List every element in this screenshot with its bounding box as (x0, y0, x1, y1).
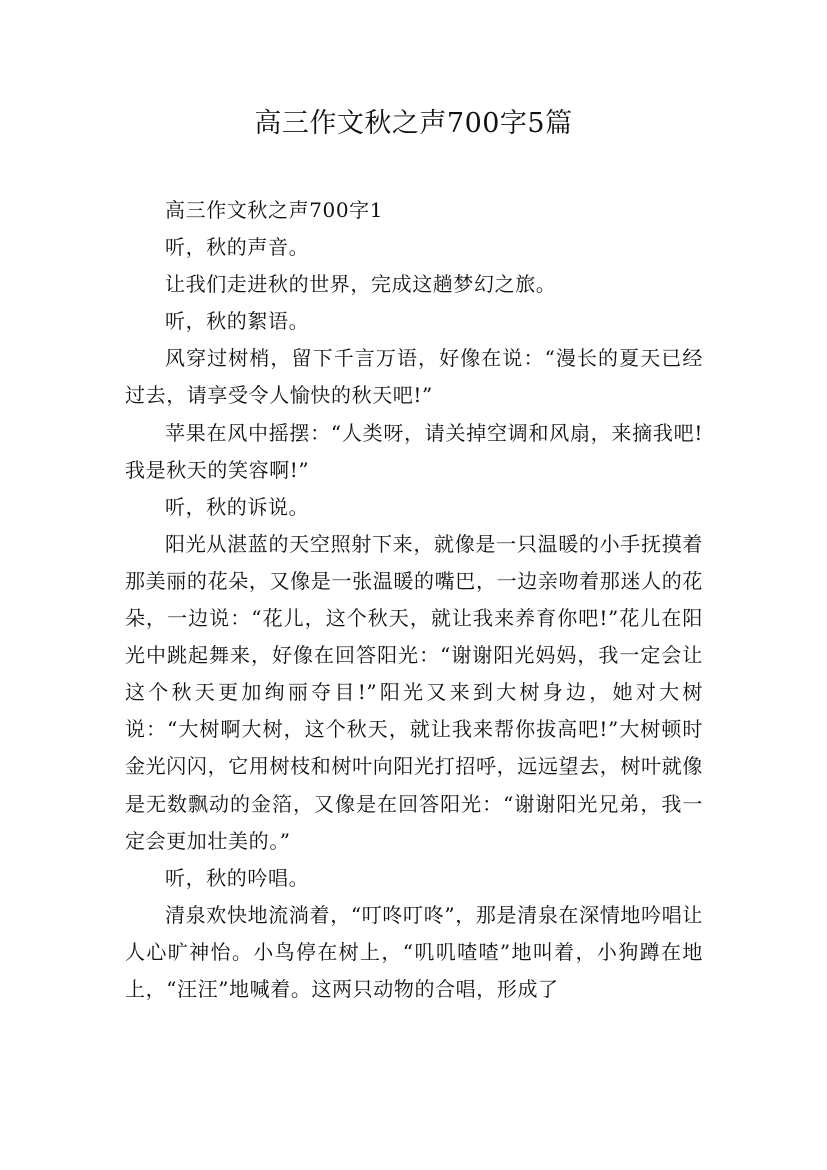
paragraph: 听，秋的声音。 (165, 235, 310, 260)
paragraph: 听，秋的吟唱。 (165, 865, 310, 890)
document-title: 高三作文秋之声700字5篇 (254, 108, 573, 139)
paragraph-subtitle: 高三作文秋之声700字1 (165, 198, 384, 222)
paragraph: 听，秋的絮语。 (165, 309, 310, 334)
paragraph: 清泉欢快地流淌着，“叮咚叮咚”，那是清泉在深情地吟唱让人心旷神怡。小鸟停在树上，“叽叽喳喳”地叫着，小狗蹲在地上，“汪汪”地喊着。这两只动物的合唱，形成了 (125, 902, 703, 1001)
document-body (125, 192, 703, 1008)
paragraph: 让我们走进秋的世界，完成这趟梦幻之旅。 (165, 272, 557, 297)
paragraph: 苹果在风中摇摆：“人类呀，请关掉空调和风扇，来摘我吧!我是秋天的笑容啊!” (125, 420, 703, 482)
paragraph: 风穿过树梢，留下千言万语，好像在说：“漫长的夏天已经过去，请享受令人愉快的秋天吧!” (125, 346, 703, 408)
paragraph: 听，秋的诉说。 (165, 494, 310, 519)
paragraph: 阳光从湛蓝的天空照射下来，就像是一只温暖的小手抚摸着那美丽的花朵，又像是一张温暖的嘴巴，一边亲吻着那迷人的花朵，一边说：“花儿，这个秋天，就让我来养育你吧!”花儿在阳光中跳起舞来，好像在回答阳光：“谢谢阳光妈妈，我一定会让这个秋天更加绚丽夺目!”阳光又来到大树身边，她对大树说：“大树啊大树，这个秋天，就让我来帮你拔高吧!”大树顿时金光闪闪，它用树枝和树叶向阳光打招呼，远远望去，树叶就像是无数飘动的金箔，又像是在回答阳光：“谢谢阳光兄弟，我一定会更加壮美的。” (125, 531, 703, 853)
